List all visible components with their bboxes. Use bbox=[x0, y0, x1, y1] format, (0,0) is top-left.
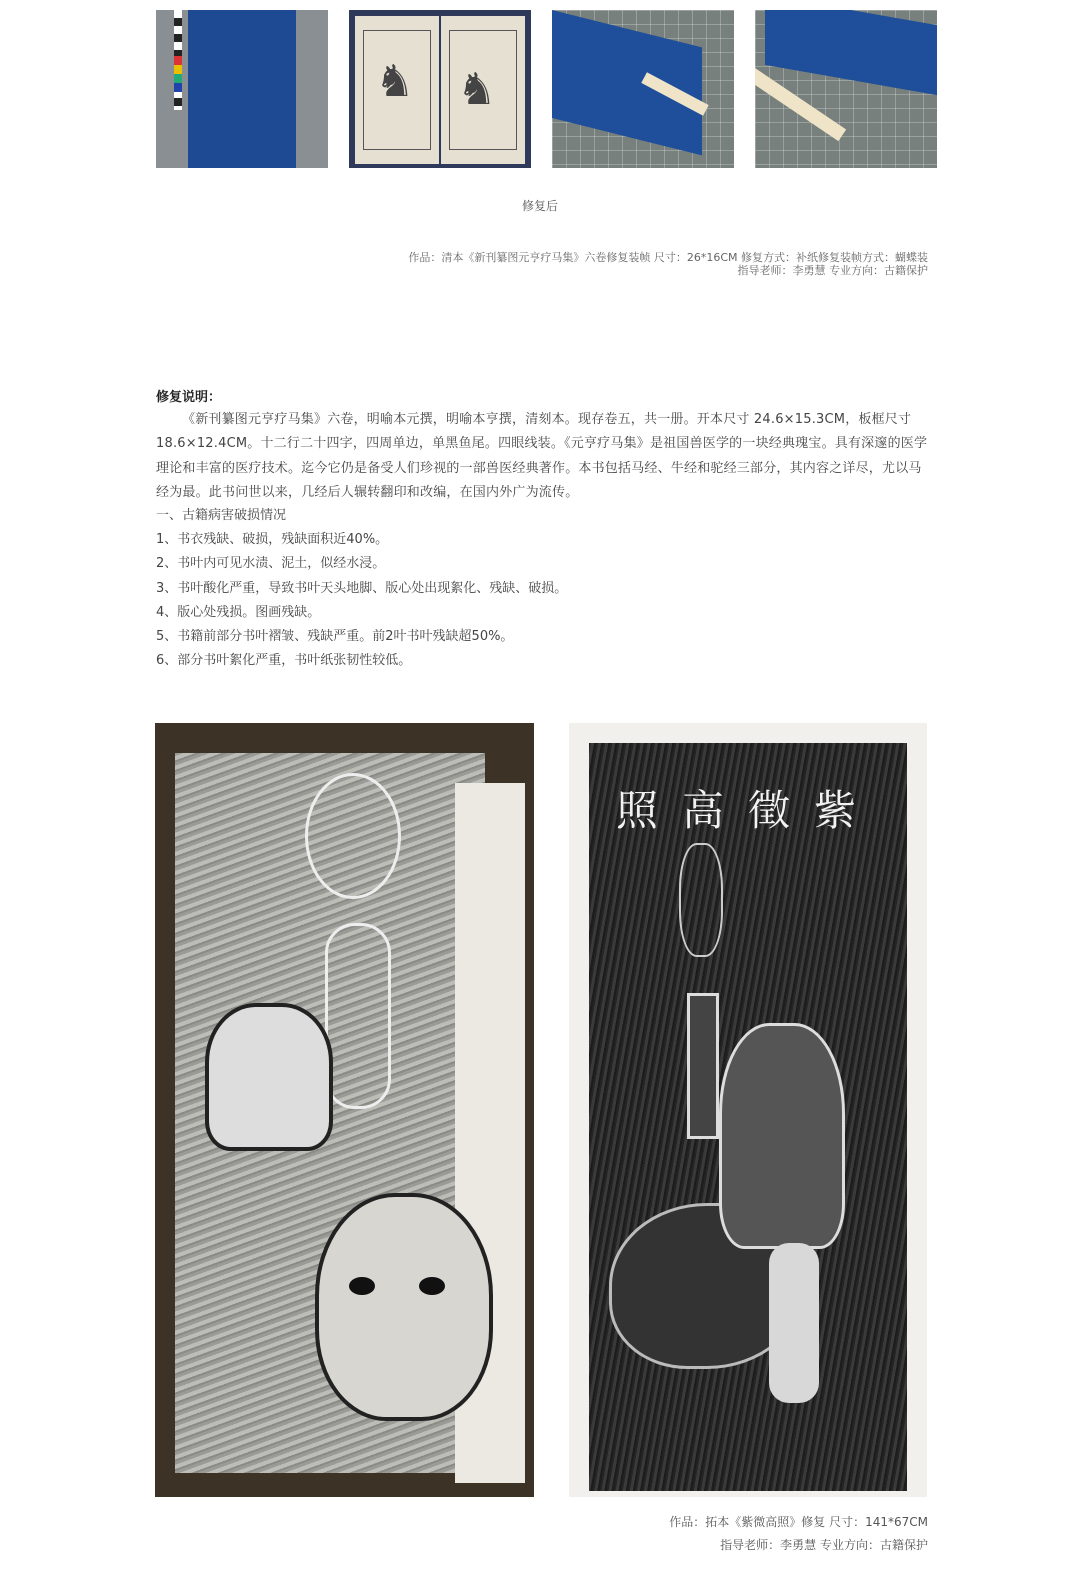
damage-item: 5、书籍前部分书叶褶皱、残缺严重。前2叶书叶残缺超50%。 bbox=[156, 629, 514, 645]
damage-item: 3、书叶酸化严重，导致书叶天头地脚、版心处出现絮化、残缺、破损。 bbox=[156, 580, 568, 596]
work2-caption-line2: 指导老师：李勇慧 专业方向：古籍保护 bbox=[720, 1538, 928, 1552]
photo-book-corner bbox=[755, 10, 937, 168]
photo-book-cover bbox=[156, 10, 328, 168]
notes-title: 修复说明： bbox=[156, 390, 222, 405]
horse-illustration-left: ♞ bbox=[375, 56, 415, 107]
photo-open-book bbox=[349, 10, 531, 168]
work1-caption-line1: 作品：清本《新刊纂图元亨疗马集》六卷修复装帧 尺寸：26*16CM 修复方式：补纸修复装帧方式：蝴蝶装 bbox=[408, 251, 928, 264]
after-restoration-caption: 修复后 bbox=[521, 199, 558, 213]
photo-book-edge bbox=[552, 10, 734, 168]
horse-illustration-right: ♞ bbox=[457, 64, 497, 115]
damage-list-heading: 一、古籍病害破损情况 bbox=[156, 508, 287, 523]
photo-rubbing-before bbox=[155, 723, 534, 1497]
damage-item: 4、版心处残损。图画残缺。 bbox=[156, 604, 321, 620]
damage-item: 6、部分书叶絮化严重，书叶纸张韧性较低。 bbox=[156, 653, 412, 669]
damage-list bbox=[156, 504, 928, 673]
photo-rubbing-after bbox=[569, 723, 927, 1497]
notes-paragraph: 《新刊纂图元亨疗马集》六卷，明喻本元撰，明喻本亨撰，清刻本。现存卷五，共一册。开本尺寸 24.6×15.3CM，板框尺寸 18.6×12.4CM。十二行二十四字，四周单边，单黑鱼尾。四眼线装。《元亨疗马集》是祖国兽医学的一块经典瑰宝。具有深邃的医学理论和丰富的医疗技术。迄今它仍是备受人们珍视的一部兽医经典著作。本书包括马经、牛经和驼经三部分，其内容之详尽，尤以马经为最。此书问世以来，几经后人辗转翻印和改编，在国内外广为流传。 bbox=[156, 412, 928, 501]
damage-item: 2、书叶内可见水渍、泥土，似经水浸。 bbox=[156, 556, 386, 572]
rubbing-title-inscription: 照高徵紫 bbox=[615, 786, 880, 835]
work1-caption-line2: 指导老师：李勇慧 专业方向：古籍保护 bbox=[737, 264, 928, 277]
work2-caption-line1: 作品：拓本《紫微高照》修复 尺寸：141*67CM bbox=[669, 1515, 928, 1529]
damage-item: 1、书衣残缺、破损，残缺面积近40%。 bbox=[156, 532, 389, 548]
